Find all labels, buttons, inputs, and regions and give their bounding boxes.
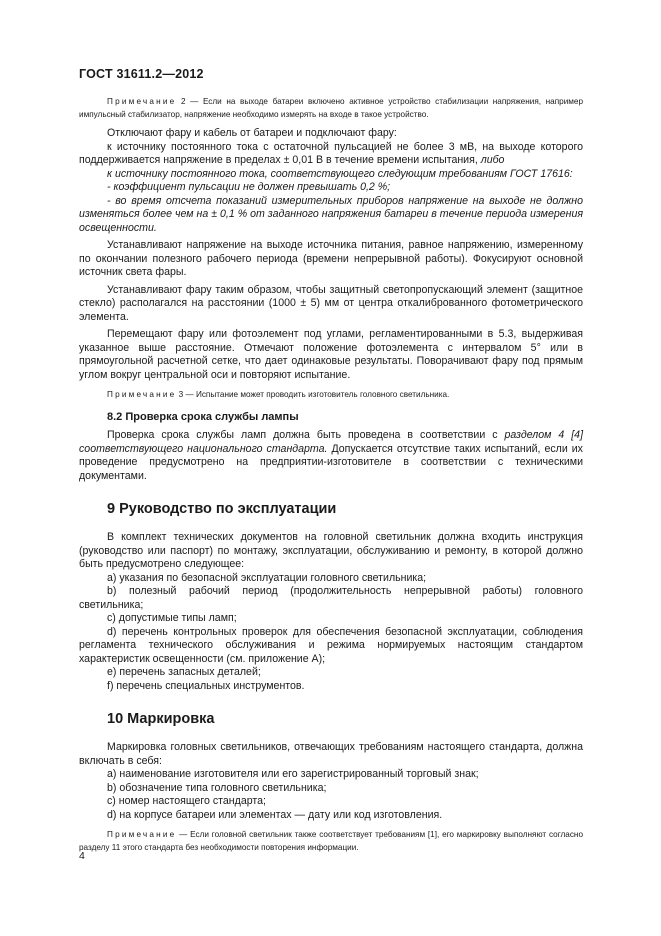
list-item: c) допустимые типы ламп;: [107, 612, 237, 624]
list-item: d) на корпусе батареи или элементах — дату или код изготовления.: [107, 808, 443, 821]
paragraph-move: Перемещают фару или фотоэлемент под углами, регламентированными в 5.3, выдерживая указанное выше расстояние. Отмечают положение фотоэлемента с интервалом 5° или в прямоугольной расчетной сетке, что дает одинаковые результаты. Поворачивают фару под прямым углом вокруг центральной оси и повторяют испытание.: [79, 328, 583, 381]
paragraph-source2: к источнику постоянного тока, соответствующего следующим требованиям ГОСТ 17616:: [107, 167, 573, 180]
section-9-title: 9 Руководство по эксплуатации: [107, 501, 337, 517]
list-item: e) перечень запасных деталей;: [107, 666, 261, 678]
section-8-2-title: 8.2 Проверка срока службы лампы: [107, 411, 299, 423]
sec82-text-c: Допускается отсутствие таких испытаний, если их проведение предусмотрено на предприятии-изготовителе в соответствии с техническими документами.: [79, 442, 583, 482]
page-body: [79, 93, 583, 860]
note-label: Примечание: [107, 97, 177, 106]
note-label: Примечание: [107, 830, 177, 839]
list-item: b) обозначение типа головного светильника;: [107, 781, 327, 794]
source1-either: либо: [480, 154, 505, 166]
list-item: b) полезный рабочий период (продолжительность непрерывной работы) головного светильника;: [79, 585, 583, 611]
dash-item-ripple: - коэффициент пульсации не должен превышать 0,2 %;: [107, 181, 391, 193]
note-3: [79, 388, 583, 401]
sec82-text-b: разделом 4 [4] соответствующего национального стандарта.: [79, 429, 584, 455]
page-number: 4: [79, 850, 85, 862]
paragraph-position: Устанавливают фару таким образом, чтобы защитный светопропускающий элемент (защитное стекло) располагался на расстоянии (1000 ± 5) мм от центра откалиброванного фотометрического элемента.: [79, 283, 583, 323]
section-10-intro: Маркировка головных светильников, отвечающих требованиям настоящего стандарта, должна включать в себя:: [79, 741, 583, 767]
list-item: f) перечень специальных инструментов.: [107, 679, 305, 692]
section-8-2-text: [79, 429, 583, 483]
note-2: [79, 95, 583, 121]
list-item: c) номер настоящего стандарта;: [107, 795, 266, 807]
note-text: 2 — Если на выходе батареи включено активное устройство стабилизации напряжения, например импульсный стабилизатор, напряжение необходимо измерять на входе в такое устройство.: [79, 97, 583, 119]
note-text: 3 — Испытание может проводить изготовитель головного светильника.: [176, 390, 450, 399]
list-item: a) наименование изготовителя или его зарегистрированный торговый знак;: [107, 768, 479, 780]
document-header: ГОСТ 31611.2—2012: [79, 67, 204, 81]
sec82-text-a: Проверка срока службы ламп должна быть проведена в соответствии с: [107, 429, 505, 441]
section-9-intro: В комплект технических документов на головной светильник должна входить инструкция (руководство или паспорт) по монтажу, эксплуатации, обслуживанию и ремонту, в которой должно быть предусмотрено следующее:: [79, 531, 583, 570]
source1-text: к источнику постоянного тока с остаточной пульсацией не более 3 мВ, на выходе которого поддерживается напряжение в пределах ± 0,01 В в течение времени испытания,: [79, 140, 583, 166]
dash-item-voltage: - во время отсчета показаний измерительных приборов напряжение на выходе не должно изменяться более чем на ± 0,1 % от заданного напряжения батареи в течение периода измерения освещенности.: [79, 194, 583, 234]
note-label: Примечание: [107, 390, 177, 399]
paragraph-source1: [79, 141, 583, 168]
section-10-title: 10 Маркировка: [107, 711, 215, 727]
paragraph-voltage: Устанавливают напряжение на выходе источника питания, равное напряжению, измеренному по окончании полезного рабочего периода (времени непрерывной работы). Фокусируют основной источник света фары.: [79, 239, 583, 278]
list-item: a) указания по безопасной эксплуатации головного светильника;: [107, 571, 427, 584]
note-final: [79, 828, 583, 854]
note-text: — Если головной светильник также соответствует требованиям [1], его маркировку выполняют согласно разделу 11 этого стандарта без необходимости повторения информации.: [79, 830, 583, 852]
list-item: d) перечень контрольных проверок для обеспечения безопасной эксплуатации, соблюдения регламента технического обслуживания и режима нормируемых настоящим стандартом характеристик освещенности (см. приложение А);: [79, 625, 583, 665]
paragraph-disconnect: Отключают фару и кабель от батареи и подключают фару:: [107, 127, 397, 139]
